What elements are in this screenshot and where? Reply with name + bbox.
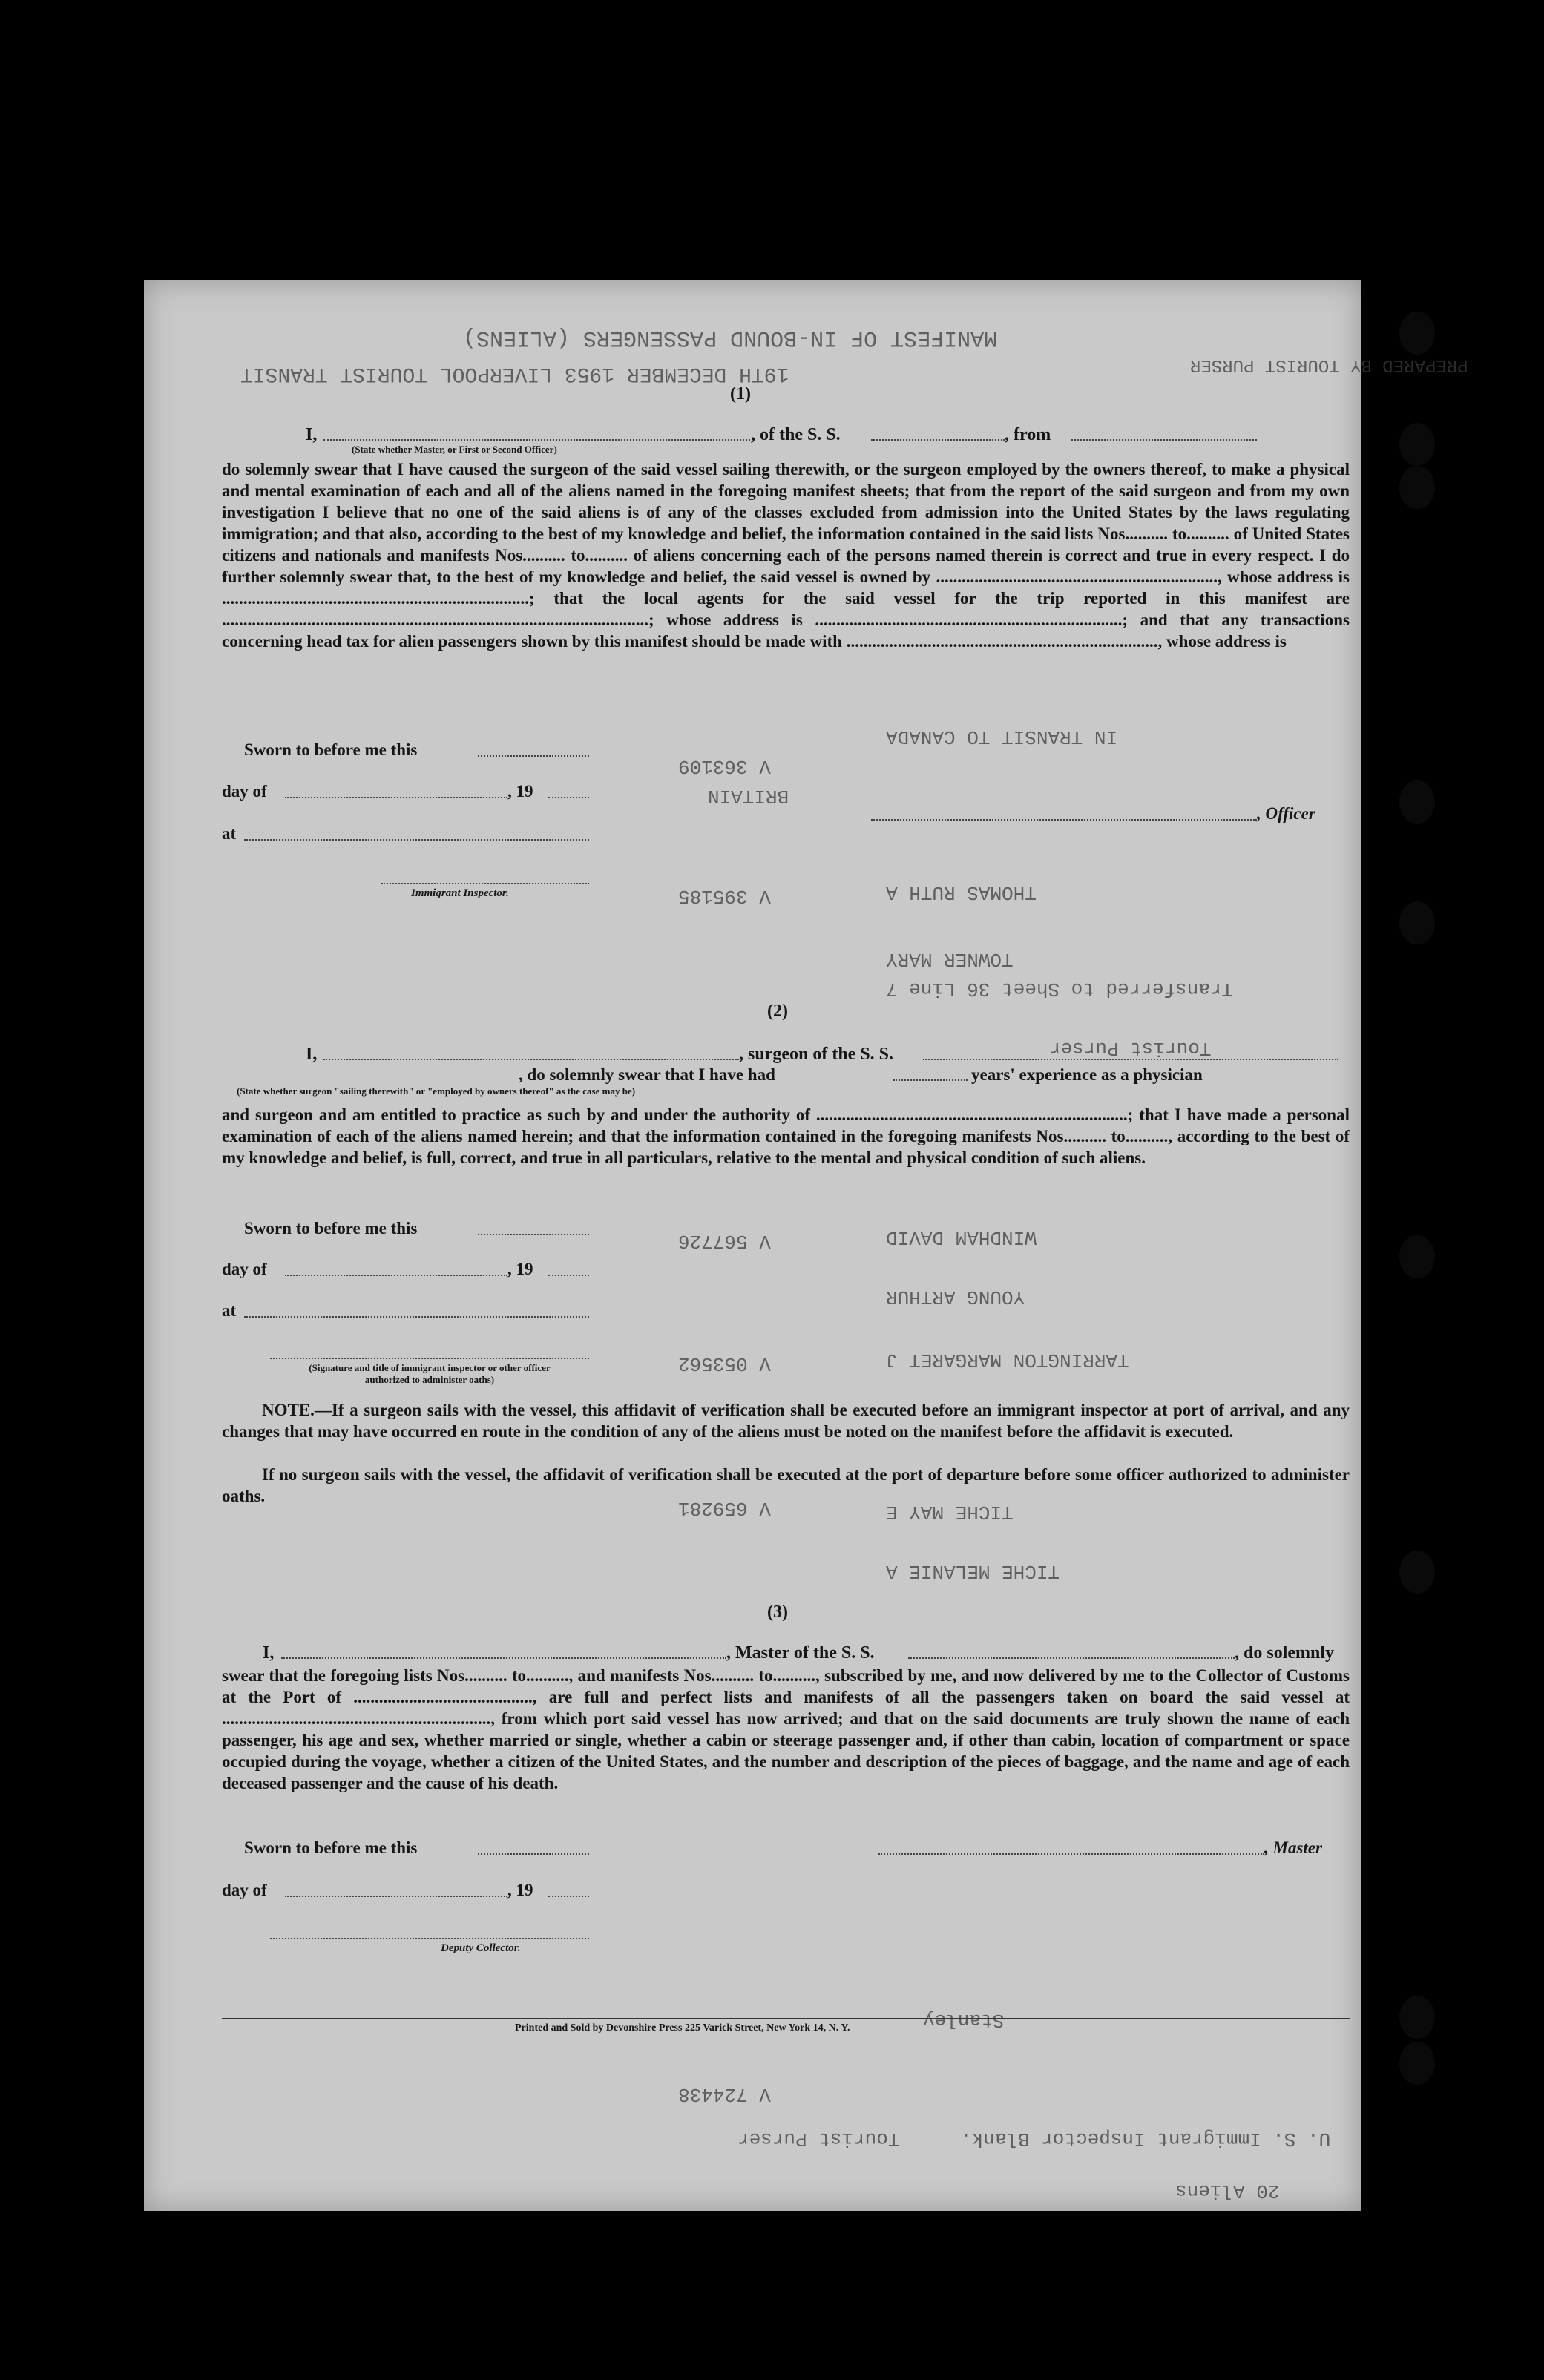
- bleed-name-6: TICHE MAY E: [886, 1501, 1014, 1523]
- blank-line: [908, 1657, 1235, 1659]
- bleed-header-line: 19TH DECEMBER 1953 LIVERPOOL TOURIST TRANSIT: [240, 362, 789, 385]
- affidavit1-of-ss: , of the S. S.: [751, 425, 841, 444]
- blank-line: [893, 1079, 968, 1081]
- affidavit1-year: , 19: [507, 782, 533, 801]
- affidavit1-role-note: (State whether Master, or First or Second Officer): [352, 444, 557, 455]
- bleed-name-1: THOMAS RUTH A: [886, 881, 1037, 904]
- note-paragraph-1: NOTE.—If a surgeon sails with the vessel, this affidavit of verification shall be executed before an immigrant inspector at port of arrival, and any changes that may have occurred en route in the condition of any of the aliens must be noted on the manifest before the affidavit is executed.: [222, 1401, 1350, 1441]
- printer-credit: Printed and Sold by Devonshire Press 225 Varick Street, New York 14, N. Y.: [515, 2022, 850, 2034]
- affidavit3-body: swear that the foregoing lists Nos.......... to.........., and manifests Nos.......... to.........., subscribed by me, and now delivered by me to the Collector of Customs at the Port of .........................................., are full and perfect lists and manifests of all the passengers taken on board the said vessel at ..............................................................., from which port said vessel has now arrived; and that on the said documents are truly shown the name of each passenger, his age and sex, whether married or single, whether a cabin or steerage passenger and, if other than cabin, location of compartment or space occupied during the voyage, whether a citizen of the United States, and the number and description of the pieces of baggage, and the name and age of each deceased passenger and the cause of his death.: [222, 1666, 1350, 1792]
- punch-hole: [1399, 2042, 1435, 2085]
- blank-line: [478, 1853, 589, 1855]
- signature-line: [270, 1358, 589, 1359]
- bleed-name-3: WINDHAM DAVID: [886, 1226, 1037, 1249]
- affidavit1-officer: , Officer: [1257, 804, 1315, 823]
- punch-hole: [1399, 1551, 1435, 1594]
- blank-line: [878, 1853, 1264, 1855]
- affidavit2-i: I,: [306, 1045, 318, 1064]
- blank-line: [548, 797, 589, 798]
- manifest-form-page: [144, 280, 1468, 2211]
- blank-line: [548, 1896, 589, 1897]
- affidavit2-body: and surgeon and am entitled to practice as such by and under the authority of .........................................................................; that I have made a personal examination of each of the aliens named herein; and that the information contained in the foregoing manifests Nos.......... to.........., according to the best of my knowledge and belief, is full, correct, and true in all particulars, relative to the mental and physical condition of such aliens.: [222, 1105, 1350, 1167]
- bleed-prepared: PREPARED BY TOURIST PURSER: [1190, 355, 1468, 375]
- punch-hole: [1399, 423, 1435, 466]
- affidavit3-year: , 19: [507, 1881, 533, 1899]
- affidavit3-master: , Master: [1264, 1838, 1322, 1857]
- blank-line: [281, 1657, 726, 1659]
- affidavit2-years: years' experience as a physician: [971, 1065, 1203, 1084]
- punch-hole: [1399, 466, 1435, 509]
- bleed-name-4: YOUNG ARTHUR: [886, 1286, 1025, 1308]
- section-3-number: (3): [767, 1602, 788, 1622]
- bleed-purser-2: Tourist Purser: [737, 2128, 900, 2150]
- bleed-britain-1: BRITAIN: [708, 785, 789, 807]
- section-2-number: (2): [767, 1002, 788, 1021]
- blank-line: [323, 1059, 739, 1060]
- blank-line: [923, 1059, 1338, 1060]
- affidavit2-at: at: [222, 1301, 237, 1320]
- affidavit2-role-note: (State whether surgeon "sailing therewith" or "employed by owners thereof" as the case may be): [237, 1085, 636, 1097]
- affidavit1-signature-label: Immigrant Inspector.: [411, 887, 509, 899]
- bleed-visa-1: V 363109: [678, 755, 771, 778]
- affidavit3-sworn: Sworn to before me this: [244, 1838, 418, 1857]
- punch-hole: [1399, 1235, 1435, 1278]
- blank-line: [871, 439, 1005, 441]
- footer-rule: [222, 2018, 1350, 2019]
- punch-hole: [1399, 780, 1435, 824]
- bleed-purser-1: Tourist Purser: [1049, 1037, 1212, 1059]
- affidavit1-day-of: day of: [222, 782, 267, 801]
- bleed-visa-4: V 053562: [678, 1352, 771, 1375]
- blank-line: [1071, 439, 1257, 441]
- blank-line: [323, 439, 750, 441]
- bleed-visa-5: V 659281: [678, 1497, 771, 1519]
- affidavit1-body: do solemnly swear that I have caused the surgeon of the said vessel sailing therewith, or the surgeon employed by the owners thereof, to make a physical and mental examination of each and all of the aliens named in the foregoing manifest sheets; that from the report of the said surgeon and from my own investigation I believe that no one of the said aliens is of any of the classes excluded from admission into the United States by the laws regulating immigration; and that also, according to the best of my knowledge and belief, the information contained in the said lists Nos.......... to.......... of United States citizens and nationals and manifests Nos.......... to.......... of aliens concerning each of the persons named therein is correct and true in every respect. I do further solemnly swear that, to the best of my knowledge and belief, the said vessel is owned by .................................................................., whose address is ........................................................................; that the local agents for the said vessel for the trip reported in this manifest are ....................................................................................................; whose address is ........................................................................; and that any transactions concerning head tax for alien passengers shown by this manifest should be made with ........................................................................., whose address is: [222, 460, 1350, 651]
- punch-hole: [1399, 312, 1435, 355]
- blank-line: [244, 1316, 589, 1318]
- note-paragraph-2: If no surgeon sails with the vessel, the affidavit of verification shall be executed at the port of departure before some officer authorized to administer oaths.: [222, 1465, 1350, 1505]
- affidavit2-sworn: Sworn to before me this: [244, 1219, 418, 1237]
- punch-hole: [1399, 901, 1435, 944]
- blank-line: [285, 1896, 507, 1897]
- affidavit3-day-of: day of: [222, 1881, 267, 1899]
- affidavit3-signature-label: Deputy Collector.: [441, 1942, 521, 1954]
- bleed-title: MANIFEST OF IN-BOUND PASSENGERS (ALIENS): [463, 325, 998, 350]
- blank-line: [244, 839, 589, 841]
- bleed-name-7: TICHE MELANIE A: [886, 1560, 1060, 1582]
- affidavit1-i: I,: [306, 425, 318, 444]
- section-1-number: (1): [730, 384, 751, 404]
- affidavit1-at: at: [222, 824, 237, 843]
- bleed-stanley: Stanley: [923, 2009, 1005, 2031]
- affidavit2-year: , 19: [507, 1260, 533, 1278]
- affidavit1-sworn: Sworn to before me this: [244, 740, 418, 759]
- bleed-name-5: TARRINGTON MARGARET J: [886, 1349, 1129, 1371]
- bleed-aliens: 20 Aliens: [1175, 2180, 1280, 2202]
- affidavit2-signature-label: (Signature and title of immigrant inspector or other officer authorized to administer oaths): [309, 1362, 551, 1385]
- affidavit2-surgeon-of: , surgeon of the S. S.: [739, 1045, 894, 1064]
- bleed-inspector-blank: U. S. Immigrant Inspector Blank.: [960, 2128, 1331, 2150]
- blank-line: [478, 1234, 589, 1235]
- signature-line: [381, 883, 589, 884]
- blank-line: [871, 819, 1257, 821]
- bleed-transit-1: IN TRANSIT TO CANADA: [886, 726, 1118, 748]
- affidavit3-master-of: , Master of the S. S.: [726, 1643, 875, 1663]
- bleed-visa-2: V 395185: [678, 885, 771, 907]
- bleed-name-2: TOWNER MARY: [886, 948, 1014, 970]
- blank-line: [478, 755, 589, 757]
- affidavit1-from: , from: [1005, 425, 1051, 444]
- affidavit2-day-of: day of: [222, 1260, 267, 1278]
- affidavit2-do-swear: , do solemnly swear that I have had: [519, 1065, 775, 1084]
- affidavit3-i: I,: [263, 1643, 275, 1663]
- bleed-transfer-1: Transferred to Sheet 36 Line 7: [886, 978, 1234, 1000]
- blank-line: [285, 797, 507, 798]
- signature-line: [270, 1938, 589, 1939]
- blank-line: [285, 1275, 507, 1276]
- punch-hole: [1399, 1996, 1435, 2039]
- affidavit3-do-swear: , do solemnly: [1235, 1643, 1335, 1663]
- bleed-visa-6: V 724438: [678, 2083, 771, 2105]
- bleed-visa-3: V 567726: [678, 1230, 771, 1252]
- blank-line: [548, 1275, 589, 1276]
